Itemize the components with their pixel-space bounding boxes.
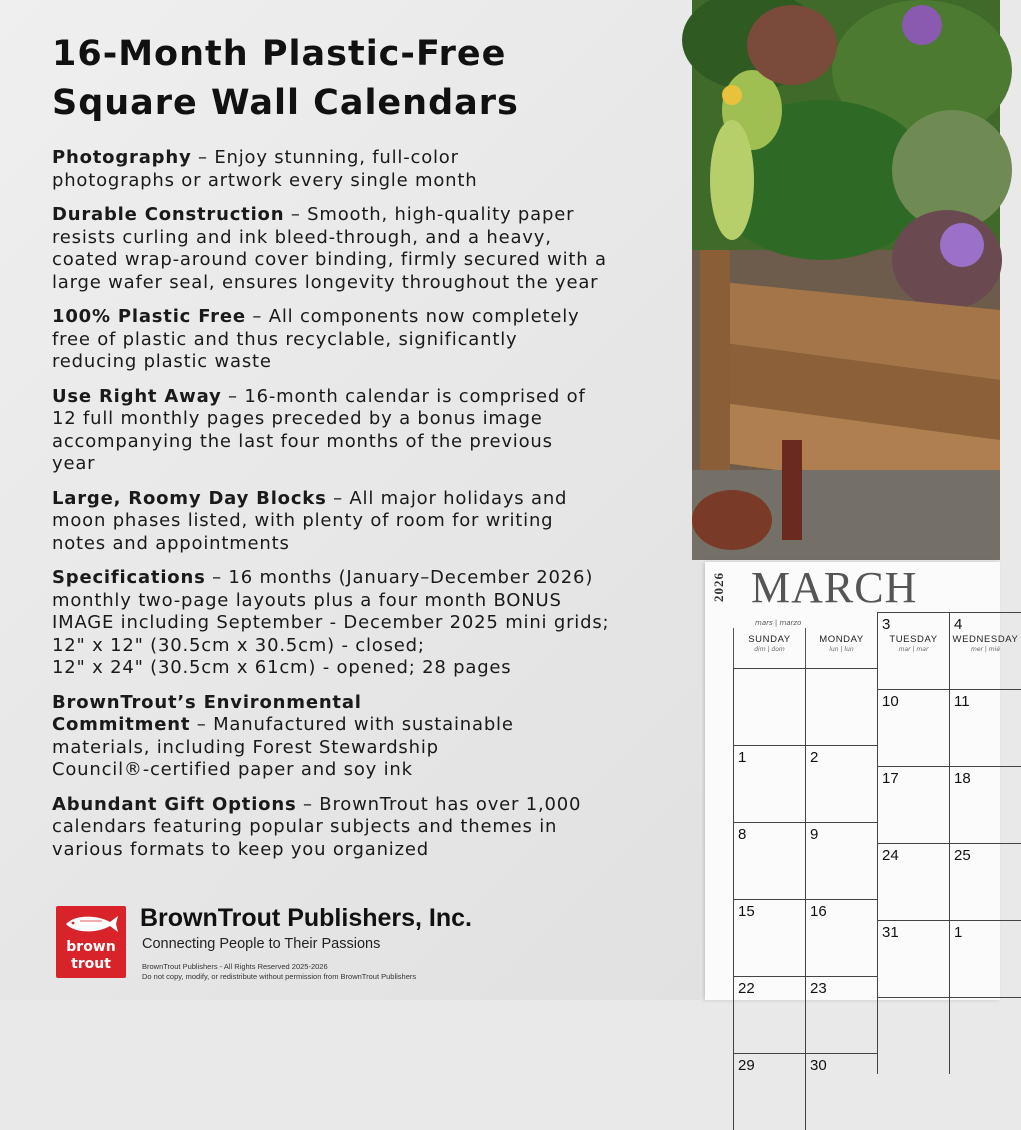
day-cell bbox=[877, 612, 949, 689]
feature-heading: Commitment bbox=[52, 714, 191, 735]
feature-text: – 16 months (January–December 2026) bbox=[205, 567, 594, 588]
rights-line: BrownTrout Publishers - All Rights Reserved 2025-2026 bbox=[142, 962, 328, 971]
day-cell bbox=[805, 745, 877, 822]
feature-text: accompanying the last four months of the previous bbox=[52, 430, 553, 452]
feature-text: free of plastic and thus recyclable, significantly bbox=[52, 328, 518, 350]
day-cell bbox=[949, 612, 1021, 689]
feature-gift-options bbox=[52, 794, 692, 862]
notice-line: Do not copy, modify, or redistribute without permission from BrownTrout Publishers bbox=[142, 972, 417, 981]
day-cell bbox=[733, 668, 805, 745]
day-cell bbox=[805, 899, 877, 976]
feature-text: – BrownTrout has over 1,000 bbox=[296, 793, 582, 815]
feature-text: resists curling and ink bleed-through, and a heavy, bbox=[52, 226, 552, 248]
publisher-tagline: Connecting People to Their Passions bbox=[142, 936, 381, 952]
feature-heading: Large, Roomy Day Blocks bbox=[52, 487, 327, 509]
day-number: 25 bbox=[954, 847, 971, 864]
feature-specifications bbox=[52, 567, 692, 680]
day-cell bbox=[877, 766, 949, 843]
day-cell bbox=[949, 843, 1021, 920]
day-name: MONDAY bbox=[819, 634, 864, 645]
day-number: 23 bbox=[810, 980, 827, 997]
feature-text: materials, including Forest Stewardship bbox=[52, 736, 439, 758]
feature-text: – All major holidays and bbox=[326, 487, 568, 509]
feature-text: 12" x 24" (30.5cm x 61cm) - opened; 28 pages bbox=[52, 657, 512, 678]
feature-text: – 16-month calendar is comprised of bbox=[221, 385, 586, 407]
day-header bbox=[805, 628, 877, 668]
publisher-block bbox=[56, 906, 656, 996]
feature-use-right-away bbox=[52, 386, 692, 476]
day-cell bbox=[733, 899, 805, 976]
feature-durable-construction bbox=[52, 204, 692, 294]
calendar-month-sub: mars | marzo bbox=[755, 619, 802, 627]
trout-icon bbox=[62, 912, 120, 936]
publisher-name: BrownTrout Publishers, Inc. bbox=[140, 904, 472, 932]
feature-text: – Manufactured with sustainable bbox=[190, 714, 514, 735]
copyright-notice bbox=[142, 962, 416, 982]
day-name: SUNDAY bbox=[748, 634, 791, 645]
feature-text: moon phases listed, with plenty of room for writing bbox=[52, 510, 554, 531]
day-name: TUESDAY bbox=[889, 634, 938, 645]
day-number: 17 bbox=[882, 770, 899, 787]
day-number: 1 bbox=[954, 924, 963, 941]
logo-text-brown: brown bbox=[66, 939, 116, 955]
browntrout-logo bbox=[56, 906, 126, 978]
day-number: 15 bbox=[738, 903, 755, 920]
day-number: 29 bbox=[738, 1057, 755, 1074]
day-cell bbox=[877, 997, 949, 1074]
feature-heading: Use Right Away bbox=[52, 385, 222, 407]
feature-heading: 100% Plastic Free bbox=[52, 306, 246, 327]
feature-text: – Smooth, high-quality paper bbox=[284, 204, 575, 225]
day-number: 1 bbox=[738, 749, 747, 766]
feature-text: large wafer seal, ensures longevity throughout the year bbox=[52, 271, 599, 293]
day-cell bbox=[949, 920, 1021, 997]
feature-plastic-free bbox=[52, 306, 692, 374]
day-number: 4 bbox=[954, 616, 963, 633]
feature-list bbox=[52, 147, 692, 873]
day-cell bbox=[949, 689, 1021, 766]
day-number: 2 bbox=[810, 749, 819, 766]
feature-text: Council®-certified paper and soy ink bbox=[52, 759, 413, 780]
day-cell bbox=[805, 1053, 877, 1130]
day-number: 22 bbox=[738, 980, 755, 997]
day-number: 10 bbox=[882, 693, 899, 710]
feature-text: reducing plastic waste bbox=[52, 351, 272, 372]
feature-heading: Specifications bbox=[52, 567, 206, 588]
day-cell bbox=[805, 668, 877, 745]
feature-day-blocks bbox=[52, 488, 692, 556]
feature-heading: Photography bbox=[52, 147, 192, 168]
feature-text: 12 full monthly pages preceded by a bonus image bbox=[52, 408, 543, 429]
feature-text: coated wrap-around cover binding, firmly secured with a bbox=[52, 249, 607, 270]
day-name-sub: dim | dom bbox=[754, 646, 785, 653]
day-number: 8 bbox=[738, 826, 747, 843]
day-number: 18 bbox=[954, 770, 971, 787]
day-header bbox=[733, 628, 805, 668]
day-number: 9 bbox=[810, 826, 819, 843]
day-number: 16 bbox=[810, 903, 827, 920]
day-number: 3 bbox=[882, 616, 891, 633]
feature-text: notes and appointments bbox=[52, 532, 290, 554]
feature-text: photographs or artwork every single month bbox=[52, 169, 478, 191]
feature-heading: BrownTrout’s Environmental bbox=[52, 691, 362, 713]
calendar-page-preview bbox=[705, 562, 1019, 1074]
feature-text: 12" x 12" (30.5cm x 30.5cm) - closed; bbox=[52, 634, 425, 656]
feature-text: various formats to keep you organized bbox=[52, 838, 429, 860]
day-name: WEDNESDAY bbox=[952, 634, 1019, 645]
day-cell bbox=[805, 822, 877, 899]
day-cell bbox=[733, 1053, 805, 1130]
day-cell bbox=[877, 843, 949, 920]
photo-illustration bbox=[692, 0, 1000, 560]
feature-text: calendars featuring popular subjects and themes in bbox=[52, 816, 558, 837]
feature-text: year bbox=[52, 453, 96, 474]
page-title bbox=[52, 30, 692, 128]
feature-text: – Enjoy stunning, full-color bbox=[191, 147, 459, 168]
title-line-1: 16-Month Plastic-Free bbox=[52, 34, 507, 74]
day-name-sub: mer | mié bbox=[970, 646, 1001, 653]
logo-text-trout: trout bbox=[71, 956, 111, 972]
feature-text: monthly two-page layouts plus a four month BONUS bbox=[52, 589, 562, 611]
day-number: 30 bbox=[810, 1057, 827, 1074]
feature-text: – All components now completely bbox=[245, 306, 580, 327]
day-cell bbox=[805, 976, 877, 1053]
day-cell bbox=[733, 976, 805, 1053]
title-line-2: Square Wall Calendars bbox=[52, 83, 519, 123]
feature-heading: Abundant Gift Options bbox=[52, 793, 297, 815]
day-cell bbox=[733, 745, 805, 822]
feature-text: IMAGE including September - December 2025 mini grids; bbox=[52, 612, 610, 633]
day-name-sub: lun | lun bbox=[829, 646, 854, 653]
calendar-month: MARCH bbox=[751, 563, 918, 612]
day-number: 24 bbox=[882, 847, 899, 864]
vegetable-cart-photo bbox=[692, 0, 1000, 560]
day-number: 11 bbox=[954, 693, 970, 710]
day-cell bbox=[733, 822, 805, 899]
feature-environmental bbox=[52, 692, 692, 782]
day-cell bbox=[877, 689, 949, 766]
day-cell bbox=[949, 997, 1021, 1074]
day-cell bbox=[949, 766, 1021, 843]
calendar-year: 2026 bbox=[711, 572, 726, 602]
day-number: 31 bbox=[882, 924, 899, 941]
feature-heading: Durable Construction bbox=[52, 204, 285, 225]
day-cell bbox=[877, 920, 949, 997]
feature-photography bbox=[52, 147, 692, 192]
day-name-sub: mar | mar bbox=[898, 646, 929, 653]
